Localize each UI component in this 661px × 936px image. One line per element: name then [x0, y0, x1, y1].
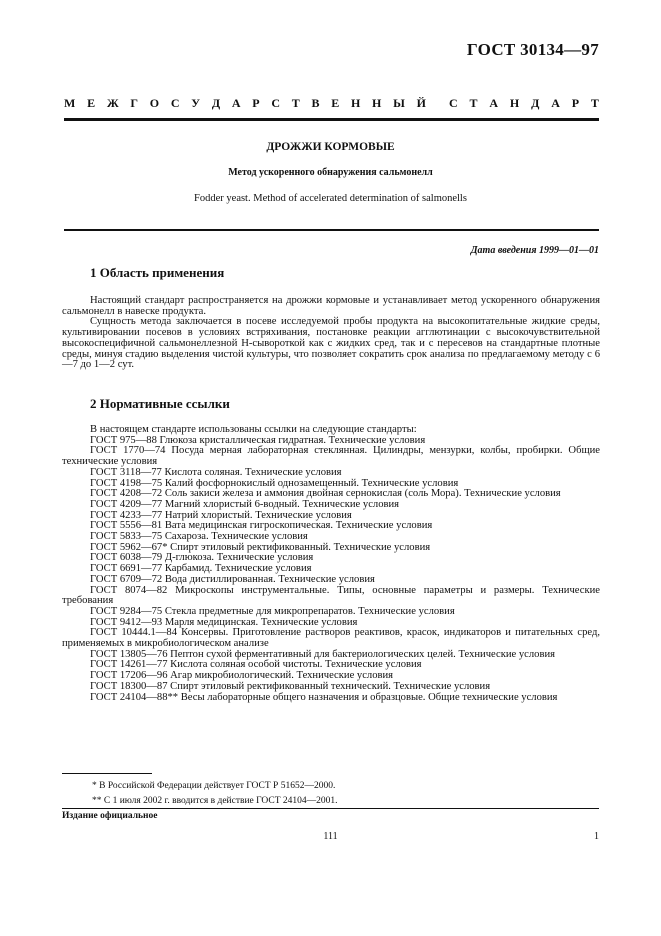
section-scope-body — [62, 296, 600, 371]
section-heading-references: 2 Нормативные ссылки — [90, 396, 230, 411]
banner-word-interstate — [64, 96, 426, 111]
reference-item: ГОСТ 6691—77 Карбамид. Технические условия — [90, 563, 312, 575]
banner-letter: С — [170, 96, 180, 110]
reference-item: ГОСТ 3118—77 Кислота соляная. Технические условия — [90, 466, 342, 478]
banner-letter: Д — [531, 96, 540, 110]
reference-item: ГОСТ 10444.1—84 Консервы. Приготовление растворов реактивов, красок, индикаторов и питательных сред, применяемых в микробиологическом анализе — [62, 627, 600, 650]
banner-letter: Е — [87, 96, 96, 110]
reference-item: ГОСТ 18300—87 Спирт этиловый ректификованный технический. Технические условия — [90, 680, 491, 692]
footnote-rule — [62, 773, 152, 774]
reference-item: ГОСТ 8074—82 Микроскопы инструментальные. Типы, основные параметры и размеры. Технические требования — [62, 584, 600, 607]
document-subtitle: Метод ускоренного обнаружения сальмонелл — [228, 167, 433, 178]
banner-letter: А — [551, 96, 560, 110]
reference-item: ГОСТ 6038—79 Д-глюкоза. Технические условия — [90, 552, 314, 564]
banner-letter: О — [149, 96, 160, 110]
reference-item: ГОСТ 13805—76 Пептон сухой ферментативный для бактериологических целей. Технические условия — [90, 648, 555, 660]
banner-letter: Т — [590, 96, 599, 110]
banner-letter: С — [271, 96, 280, 110]
reference-item: ГОСТ 4208—72 Соль закиси железа и аммония двойная сернокислая (соль Мора). Технические условия — [90, 488, 561, 500]
interstate-standard-banner — [64, 96, 599, 111]
reference-item: ГОСТ 4198—75 Калий фосфорнокислый однозамещенный. Технические условия — [90, 477, 459, 489]
footnote: ** С 1 июля 2002 г. вводится в действие ГОСТ 24104—2001. — [92, 795, 338, 806]
banner-letter: Н — [509, 96, 520, 110]
page-number: 111 — [323, 831, 338, 842]
reference-item: ГОСТ 14261—77 Кислота соляная особой чистоты. Технические условия — [90, 659, 422, 671]
reference-item: ГОСТ 5556—81 Вата медицинская гигроскопическая. Технические условия — [90, 520, 433, 532]
reference-item: ГОСТ 5833—75 Сахароза. Технические условия — [90, 531, 308, 543]
section-heading-scope: 1 Область применения — [90, 265, 225, 280]
references-intro: В настоящем стандарте использованы ссылки на следующие стандарты: — [90, 424, 417, 435]
banner-letter: Г — [130, 96, 139, 110]
gost-code: ГОСТ 30134—97 — [466, 40, 599, 59]
edition-label: Издание официальное — [62, 811, 158, 821]
reference-item: ГОСТ 17206—96 Агар микробиологический. Технические условия — [90, 670, 394, 682]
title-rule — [64, 229, 599, 231]
footnote: * В Российской Федерации действует ГОСТ Р 51652—2000. — [92, 781, 336, 791]
reference-item: ГОСТ 1770—74 Посуда мерная лабораторная стеклянная. Цилиндры, мензурки, колбы, пробирки. Общие технические условия — [62, 445, 600, 468]
banner-letter: Р — [252, 96, 260, 110]
banner-letter: С — [449, 96, 458, 110]
reference-item: ГОСТ 6709—72 Вода дистиллированная. Технические условия — [90, 573, 375, 585]
document-title: ДРОЖЖИ КОРМОВЫЕ — [266, 141, 395, 153]
banner-letter: У — [191, 96, 201, 110]
reference-item: ГОСТ 5962—67* Спирт этиловый ректификованный. Технические условия — [90, 541, 431, 553]
banner-letter: А — [231, 96, 241, 110]
reference-item: ГОСТ 9412—93 Марля медицинская. Технические условия — [90, 616, 358, 628]
sheet-number: 1 — [594, 831, 599, 842]
banner-letter: Е — [331, 96, 340, 110]
intro-date: Дата введения 1999—01—01 — [470, 245, 599, 256]
banner-letter: Ы — [393, 96, 405, 110]
banner-letter: Р — [571, 96, 580, 110]
footer-rule — [62, 808, 599, 809]
scope-paragraph: Сущность метода заключается в посеве исследуемой пробы продукта на высокопитательные жидкие среды, культивировании посевов в условиях встряхивания, постановке реакции агглютинации с высокочувствительной высокоспецифичной сальмонеллезной Н-сывороткой как с жидких сред, так и с пересевов на стандартные плотные среды, минуя стадию выделения чистой культуры, что позволяет сократить срок анализа по предлагаемому методу с 6—7 до 1—2 сут. — [62, 316, 600, 371]
reference-item: ГОСТ 24104—88** Весы лабораторные общего назначения и образцовые. Общие технические условия — [90, 691, 558, 703]
reference-item: ГОСТ 4209—77 Магний хлористый 6-водный. Технические условия — [90, 498, 400, 510]
references-list — [62, 436, 600, 704]
banner-letter: Т — [469, 96, 478, 110]
banner-word-standard — [449, 96, 599, 111]
scope-paragraph: Настоящий стандарт распространяется на дрожжи кормовые и устанавливает метод ускоренного обнаружения сальмонелл в навеске продукта. — [62, 295, 600, 317]
section-references-body — [62, 425, 600, 703]
footnotes — [62, 779, 600, 808]
banner-letter: Н — [372, 96, 382, 110]
banner-letter: Ж — [106, 96, 119, 110]
banner-letter: А — [489, 96, 499, 110]
banner-letter: Й — [416, 96, 426, 110]
reference-item: ГОСТ 4233—77 Натрий хлористый. Технические условия — [90, 509, 352, 521]
banner-letter: М — [64, 96, 76, 110]
reference-item: ГОСТ 9284—75 Стекла предметные для микропрепаратов. Технические условия — [90, 605, 455, 617]
reference-item: ГОСТ 975—88 Глюкоза кристаллическая гидратная. Технические условия — [90, 434, 426, 446]
banner-letter: Н — [350, 96, 361, 110]
english-title: Fodder yeast. Method of accelerated determination of salmonells — [194, 193, 467, 204]
banner-letter: Т — [291, 96, 300, 110]
banner-letter: Д — [211, 96, 221, 110]
top-rule — [64, 118, 599, 121]
banner-letter: В — [311, 96, 320, 110]
